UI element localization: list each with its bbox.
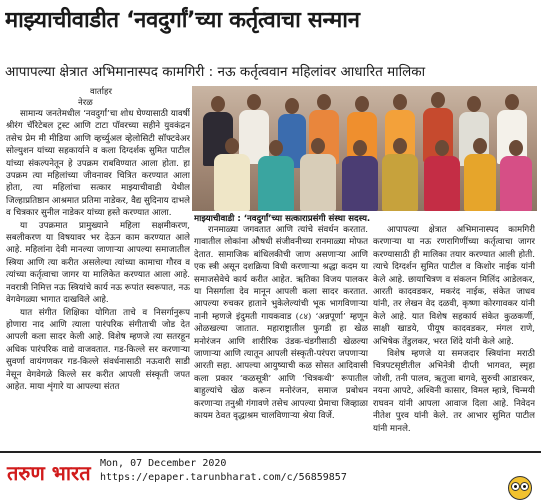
paragraph: विशेष म्हणजे या समजदार स्त्रियांना मराठी चित्रपटसृष्टीतील अभिनेत्री दीप्ती भागवत, स्मृहा जोशी, तनी पालव, ऋतुजा बागवे, सुरुची आडारकर, नयना आपटे, अश्विनी कासार, विमल म्हात्रे, चिन्मयी राघवन यांनी आपला आवाज दिला आहे. निवेदन नीतेश पुरव यांनी केले. तर आभार सुमित पाटील यांनी मानले. xyxy=(373,349,535,434)
paragraph: यात संगीत शिक्षिका योगिता ताचे व निसर्गानुरूप होणारा नाद आणि त्याला पारंपरिक संगीताची जोड देत आपली कला सादर केली आहे. विशेष म्हणजे त्या सतरहून अधिक पारंपरिक वाद्ये वाजवतात. गड-किल्ले सर करणाऱ्या सुवर्णा वायंगणकर गड-किल्ले संवर्धनासाठी नऊवारी साडी नेसून वेगवेगळे किल्ले सर करीत आपली संस्कृती जपत आहेत. माया शृंगारे या आपल्या संतत xyxy=(6,307,190,392)
newspaper-logo: तरुण भारत xyxy=(7,461,91,485)
epaper-url[interactable]: https://epaper.tarunbharat.com/c/56859857 xyxy=(100,472,347,483)
paragraph: सामान्य जनतेमधील ‘नवदुर्गां’चा शोध घेण्यासाठी यावर्षी श्रीरंग चॅरिटेबल ट्रस्ट आणि टाटा पॉवरच्या सहीने युवकंद्रन तसेच प्रेम मी मीडिया आणि व्हर्च्युअल व्हेलोसिटी सॉफ्टवेअर सोल्युशन यांच्या सहकार्याने व कला दिग्दर्शक सुमित पाटील यांच्या संकल्पनेतून हे उपक्रम राबविण्यात आला होता. हा उपक्रम त्या महिलांच्या जीवनावर चित्रित करण्यात आला होता, त्या महिलांचा सत्कार माझ्याचीवाडी येथील जिल्हाप्रतिष्ठान आश्रमात प्रतिमा नाडेकर, वैद्य सुदिनाय दाभले व चित्रकार सुनील नाडेकर यांच्या हस्ते करण्यात आला. xyxy=(6,109,190,219)
article-headline: माझ्याचीवाडीत ‘नवदुर्गां’च्या कर्तृत्वाचा सन्मान xyxy=(5,8,360,33)
byline: वार्ताहर xyxy=(90,87,112,97)
article-column-1 xyxy=(6,108,190,444)
article-column-2 xyxy=(194,224,368,448)
edition-date: Mon, 07 December 2020 xyxy=(100,458,227,469)
paragraph: रानमाळ्या जगवतात आणि त्यांचे संवर्धन करतात. गावातील लोकांना औषधी संजीवनीच्या रानमाळ्या मोफत देतात. सामाजिक बांधिलकीची जाण असणाऱ्या आणि एक स्त्री असून दशक्रिया विधी करणाऱ्या श्रद्धा कदम या समाजसेवेचे कार्य करीत आहेत. ऋतिका विजय पालकर या निसर्गाला देव मानून आपली कला सादर करतात. आपल्या रुचकर हाताने भुकेलेल्यांची भूक भागविणाऱ्या नानी म्हणजे इंदुमती गायकवाड (८४) ‘अन्नपूर्णा’ म्हणून ओळखल्या जातात. महाराष्ट्रातील फुगडी हा खेळ मनोरंजन आणि शारीरिक उंडक-चंडगीसाठी खेळल्या जाणाऱ्या आणि त्यातून आपली संस्कृती-परंपरा जपणाऱ्या आरती सहा. आपल्या आयुष्याची कळ सोसत आदिवासी कला प्रकार ‘कळसूत्री’ आणि ‘चित्रकथी’ रूपातील बाहुल्यांचे खेळ करून मनोरंजन, समाज प्रबोधन करणाऱ्या तनुश्री गंगावणे तसेच आपल्या प्रेमाचा जिव्हाळा कायम ठेवत वृद्धाश्रम चालविणाऱ्या श्रेया विर्जे. xyxy=(194,225,368,422)
article-column-3 xyxy=(373,224,535,448)
dateline: नेरळ xyxy=(78,98,93,108)
group-photo xyxy=(192,86,537,211)
article-subheadline: आपापल्या क्षेत्रात अभिमानास्पद कामगिरी : नऊ कर्तृत्ववान महिलांवर आधारित मालिका xyxy=(5,64,426,80)
photo-caption: माझ्याचीवाडी : ‘नवदुर्गां’च्या सत्काराप्रसंगी संस्था सदस्य. xyxy=(194,214,371,224)
owl-icon xyxy=(508,476,532,500)
paragraph: आपापल्या क्षेत्रात अभिमानास्पद कामगिरी करणाऱ्या या नऊ रणरागिणींच्या कर्तृत्वाचा जागर करण्यासाठी ही मालिका तयार करण्यात आली होती. त्याचे दिग्दर्शन सुमित पाटील व किशोर नाईक यांनी केले आहे. छायाचित्रण व संकलन मिलिंद आडेलकर, आरती कादवडकर, मकरंद नाईक, संकेत जाधव यांनी, तर लेखन वेद दळवी, कृष्णा कोरगावकर यांनी केले आहे. यात विशेष सहकार्य संकेत कुळकर्णी, साक्षी खाडये, पीयूष कादवडकर, मंगल राणे, अभिषेक तेंडुलकर, भरत शिंदे यांनी केले आहे. xyxy=(373,225,535,347)
paragraph: या उपक्रमात प्रामुख्याने महिला सक्षमीकरण, सबलीकरण या विषयावर भर देऊन काम करण्यात आले आहे. महिलांना देवी मानल्या जाणाऱ्या आपल्या समाजातील स्त्रिया आणि त्या करीत असलेल्या त्यांच्या कामाचा गौरव व त्यांच्या कर्तृत्वाचा जागर या मालिकेत करण्यात आला आहे. नवरात्री निमित्त नऊ स्त्रियांचे कार्य नऊ रूपांत स्वरूपात, नऊ वेगवेगळ्या भागात दाखविले आहे. xyxy=(6,220,190,306)
